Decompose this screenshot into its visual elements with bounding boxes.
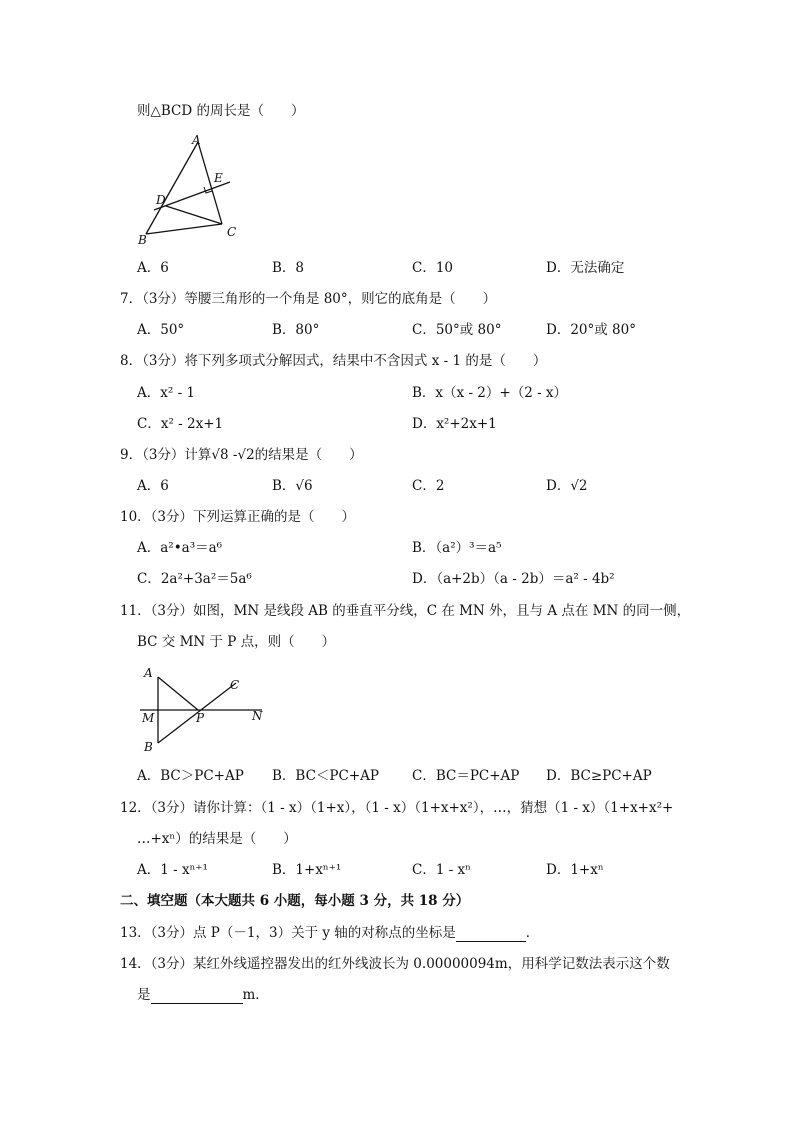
q10-option-a[interactable]: A．a²•a³＝a⁶ [137, 540, 223, 556]
q7-option-a[interactable]: A．50° [137, 322, 185, 338]
q9-option-a[interactable]: A．6 [137, 478, 169, 494]
q6-option-a[interactable]: A．6 [137, 260, 169, 276]
q10-stem: 10．（3分）下列运算正确的是（ ） [120, 509, 356, 525]
label-C: C [227, 225, 237, 239]
q12-option-b[interactable]: B．1+xⁿ⁺¹ [272, 862, 342, 878]
answer-blank[interactable] [456, 927, 526, 942]
answer-blank[interactable] [151, 989, 243, 1004]
q9-stem: 9．（3分）计算√8 -√2的结果是（ ） [120, 447, 363, 463]
label-D: D [156, 193, 166, 207]
q6-option-c[interactable]: C．10 [412, 260, 454, 276]
label-N: N [252, 709, 263, 723]
q7-option-c[interactable]: C．50°或 80° [412, 322, 502, 338]
q9-option-b[interactable]: B．√6 [272, 478, 313, 494]
q8-stem: 8．（3分）将下列多项式分解因式，结果中不含因式 x - 1 的是（ ） [120, 353, 547, 369]
q8-option-d[interactable]: D．x²+2x+1 [412, 416, 497, 432]
label-M: M [142, 711, 155, 725]
label-B: B [138, 233, 147, 247]
label-C: C [230, 678, 240, 692]
bisector-figure-q11 [138, 665, 268, 755]
q13-line [120, 927, 539, 942]
label-B: B [144, 740, 153, 754]
q12-option-d[interactable]: D．1+xⁿ [546, 862, 604, 878]
section-title: 二、填空题（本大题共 6 小题，每小题 3 分，共 18 分） [120, 893, 470, 909]
q6-stem-tail: 则△BCD 的周长是（ ） [137, 103, 305, 119]
label-A: A [144, 666, 153, 680]
q11-option-b[interactable]: B．BC＜PC+AP [272, 768, 379, 784]
triangle-figure-q6 [130, 130, 250, 250]
q11-option-d[interactable]: D．BC≥PC+AP [546, 768, 652, 784]
q14-end: m． [242, 987, 269, 1003]
q10-option-d[interactable]: D．（a+2b）（a - 2b）＝a² - 4b² [412, 571, 615, 587]
q8-option-a[interactable]: A．x² - 1 [137, 385, 196, 401]
q13-end: ． [525, 925, 540, 941]
label-E: E [214, 171, 223, 185]
q12-stem-line2: …+xⁿ）的结果是（ ） [137, 831, 297, 847]
q6-option-b[interactable]: B．8 [272, 260, 305, 276]
q8-option-c[interactable]: C．x² - 2x+1 [137, 416, 224, 432]
q7-stem: 7．（3分）等腰三角形的一个角是 80°，则它的底角是（ ） [120, 291, 497, 307]
q11-stem-line1: 11．（3分）如图，MN 是线段 AB 的垂直平分线，C 在 MN 外，且与 A 点在 MN 的同一侧， [120, 603, 691, 619]
q12-stem-line1: 12．（3分）请你计算：（1 - x）（1+x），（1 - x）（1+x+x²），…，猜想（1 - x）（1+x+x²+ [120, 800, 674, 816]
q11-option-a[interactable]: A．BC＞PC+AP [137, 768, 244, 784]
q10-option-c[interactable]: C．2a²+3a²＝5a⁶ [137, 571, 252, 587]
q7-option-b[interactable]: B．80° [272, 322, 320, 338]
q14-stem-line1: 14．（3分）某红外线遥控器发出的红外线波长为 0.00000094m，用科学记数法表示这个数 [120, 956, 670, 972]
q10-option-b[interactable]: B．（a²）³＝a⁵ [412, 540, 502, 556]
label-P: P [196, 711, 205, 725]
q6-option-d[interactable]: D．无法确定 [546, 260, 625, 276]
q11-option-c[interactable]: C．BC＝PC+AP [412, 768, 520, 784]
q13-stem: 13．（3分）点 P（－1，3）关于 y 轴的对称点的坐标是 [120, 925, 456, 941]
q14-stem-line2: 是 [137, 987, 151, 1003]
q7-option-d[interactable]: D．20°或 80° [546, 322, 636, 338]
q8-option-b[interactable]: B．x（x - 2）+（2 - x） [412, 385, 568, 401]
q9-option-c[interactable]: C．2 [412, 478, 445, 494]
q12-option-c[interactable]: C．1 - xⁿ [412, 862, 472, 878]
q14-line2 [137, 989, 269, 1004]
q12-option-a[interactable]: A．1 - xⁿ⁺¹ [137, 862, 208, 878]
q9-option-d[interactable]: D．√2 [546, 478, 588, 494]
q11-stem-line2: BC 交 MN 于 P 点，则（ ） [137, 634, 336, 650]
label-A: A [192, 133, 201, 147]
